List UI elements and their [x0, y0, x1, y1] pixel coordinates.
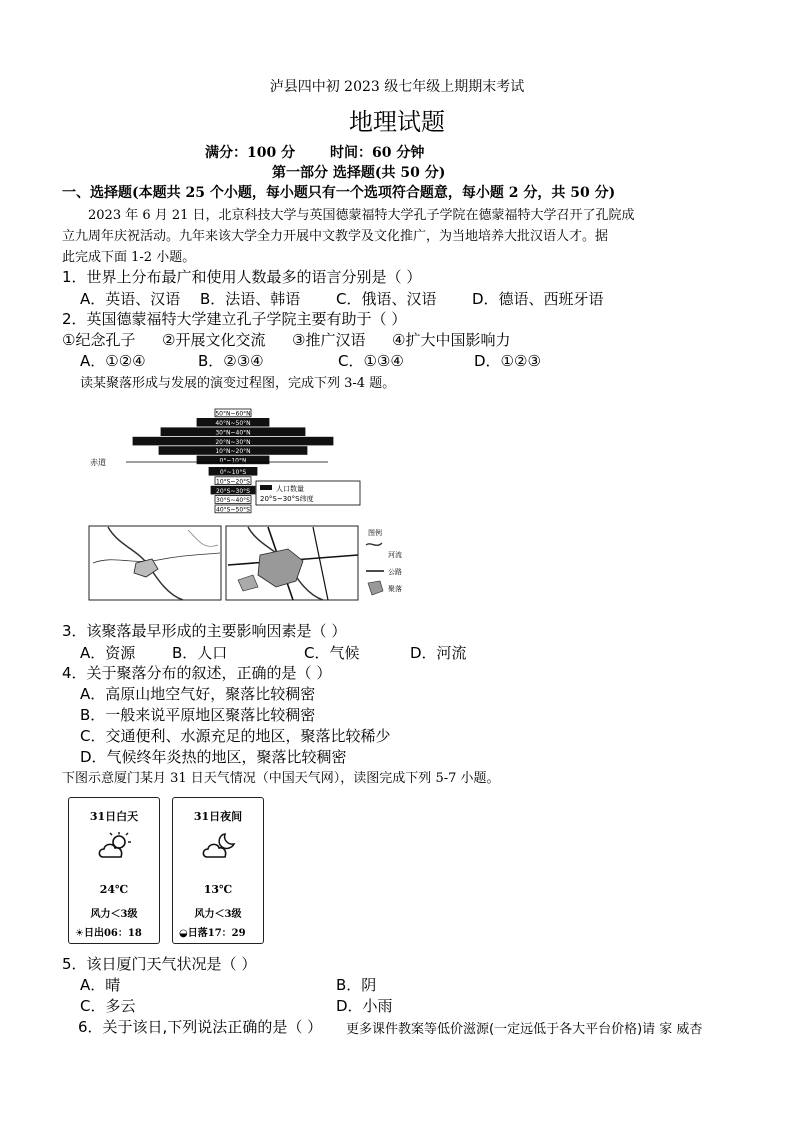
latitude-label: 0°~10°S [219, 469, 247, 476]
latitude-label: 30°S~40°S [216, 497, 250, 505]
intro-5-7: 下图示意厦门某月 31 日天气情况（中国天气网），读图完成下列 5-7 小题。 [62, 771, 500, 786]
latitude-label: 10°N~20°N [215, 448, 251, 456]
q3-option-d: D．河流 [410, 644, 467, 662]
settlement-maps-figure [88, 525, 418, 603]
q2-item-3: ③推广汉语 [292, 331, 366, 349]
q3-option-c: C．气候 [304, 644, 360, 662]
part-title: 第一部分 选择题(共 50 分) [272, 165, 446, 181]
weather-day-title: 31日白天 [89, 810, 139, 823]
footer-ad: 更多课件教案等低价滋源(一定远低于各大平台价格)请 家 威杏 [346, 1022, 703, 1037]
equator-label: 赤道 [90, 458, 106, 467]
intro-line-1: 2023 年 6 月 21 日，北京科技大学与英国德蒙福特大学孔子学院在德蒙福特大学召开了孔院成 [88, 208, 635, 223]
q6-stem: 6．关于该日,下列说法正确的是（ ） [78, 1018, 323, 1036]
q2-item-4: ④扩大中国影响力 [392, 331, 511, 349]
weather-day-wind: 风力＜3级 [90, 909, 138, 920]
weather-night-sunset [179, 924, 246, 939]
latitude-label: 0°~10°N [219, 457, 247, 465]
legend-population: 人口数量 [276, 485, 304, 493]
q5-option-a: A．晴 [80, 976, 121, 994]
intro-line-3: 此完成下面 1-2 小题。 [62, 250, 196, 265]
weather-night-wind: 风力＜3级 [194, 909, 242, 920]
q4-stem: 4．关于聚落分布的叙述，正确的是（ ） [62, 664, 332, 682]
sunrise-text: 日出06：18 [83, 928, 142, 939]
latitude-label: 20°S~30°S [216, 487, 250, 495]
q4-option-c: C．交通便利、水源充足的地区，聚落比较稀少 [80, 727, 391, 745]
latitude-label: 10°S~20°S [216, 478, 250, 486]
latitude-label: 40°S~50°S [216, 506, 250, 514]
intro-3-4: 读某聚落形成与发展的演变过程图，完成下列 3-4 题。 [80, 376, 396, 391]
q1-option-c: C．俄语、汉语 [336, 290, 437, 308]
weather-card-night [172, 797, 264, 944]
section-heading: 一、选择题(本题共 25 个小题，每小题只有一个选项符合题意，每小题 2 分，共 50 分) [62, 185, 616, 201]
q4-option-d: D．气候终年炎热的地区，聚落比较稠密 [80, 748, 347, 766]
subject-title: 地理试题 [349, 108, 445, 136]
q5-option-c: C．多云 [80, 997, 136, 1015]
time-label: 时间：60 分钟 [330, 145, 425, 161]
latitude-label: 40°N~50°N [215, 420, 251, 427]
q2-item-1: ①纪念孔子 [62, 331, 136, 349]
sunrise-icon: ☀ [75, 928, 84, 939]
map-legend-title: 图例 [368, 529, 382, 537]
latitude-label: 50°N~60°N [215, 410, 251, 418]
q4-option-a: A．高原山地空气好，聚落比较稠密 [80, 685, 316, 703]
partly-cloudy-day-icon [97, 832, 133, 860]
q3-option-b: B．人口 [172, 644, 228, 662]
q2-option-d: D．①②③ [474, 352, 541, 370]
q3-option-a: A．资源 [80, 644, 136, 662]
population-latitude-figure [88, 405, 368, 517]
latitude-label: 30°N~40°N [215, 429, 251, 437]
sunset-text: 日落17：29 [187, 928, 246, 939]
map-legend-settlement: 聚落 [388, 585, 402, 593]
weather-night-title: 31日夜间 [193, 810, 243, 823]
q5-option-b: B．阴 [336, 976, 377, 994]
weather-day-temp: 24℃ [99, 883, 129, 896]
sunset-icon: ◒ [179, 928, 188, 939]
score-label: 满分：100 分 [205, 145, 296, 161]
latitude-label: 20°N~30°N [215, 438, 251, 446]
q2-item-2: ②开展文化交流 [162, 331, 266, 349]
legend-latitude: 20°S~30°S纬度 [260, 495, 314, 503]
q1-option-b: B．法语、韩语 [200, 290, 301, 308]
map-legend-river: 河流 [388, 551, 402, 559]
q2-option-a: A．①②④ [80, 352, 146, 370]
map-legend-road: 公路 [388, 568, 402, 576]
partly-cloudy-night-icon [201, 832, 237, 860]
q2-option-c: C．①③④ [338, 352, 404, 370]
weather-day-sunrise [75, 924, 142, 939]
q1-option-a: A．英语、汉语 [80, 290, 181, 308]
q3-stem: 3．该聚落最早形成的主要影响因素是（ ） [62, 622, 347, 640]
q2-option-b: B．②③④ [198, 352, 264, 370]
intro-line-2: 立九周年庆祝活动。九年来该大学全力开展中文教学及文化推广，为当地培养大批汉语人才。据 [62, 229, 609, 244]
weather-night-temp: 13℃ [203, 883, 233, 896]
q5-option-d: D．小雨 [336, 997, 393, 1015]
q2-stem: 2．英国德蒙福特大学建立孔子学院主要有助于（ ） [62, 310, 407, 328]
q1-stem: 1．世界上分布最广和使用人数最多的语言分别是（ ） [62, 268, 422, 286]
weather-card-day [68, 797, 160, 944]
q4-option-b: B．一般来说平原地区聚落比较稠密 [80, 706, 316, 724]
school-title: 泸县四中初 2023 级七年级上期期末考试 [269, 79, 525, 95]
q5-stem: 5．该日厦门天气状况是（ ） [62, 955, 257, 973]
q1-option-d: D．德语、西班牙语 [472, 290, 604, 308]
